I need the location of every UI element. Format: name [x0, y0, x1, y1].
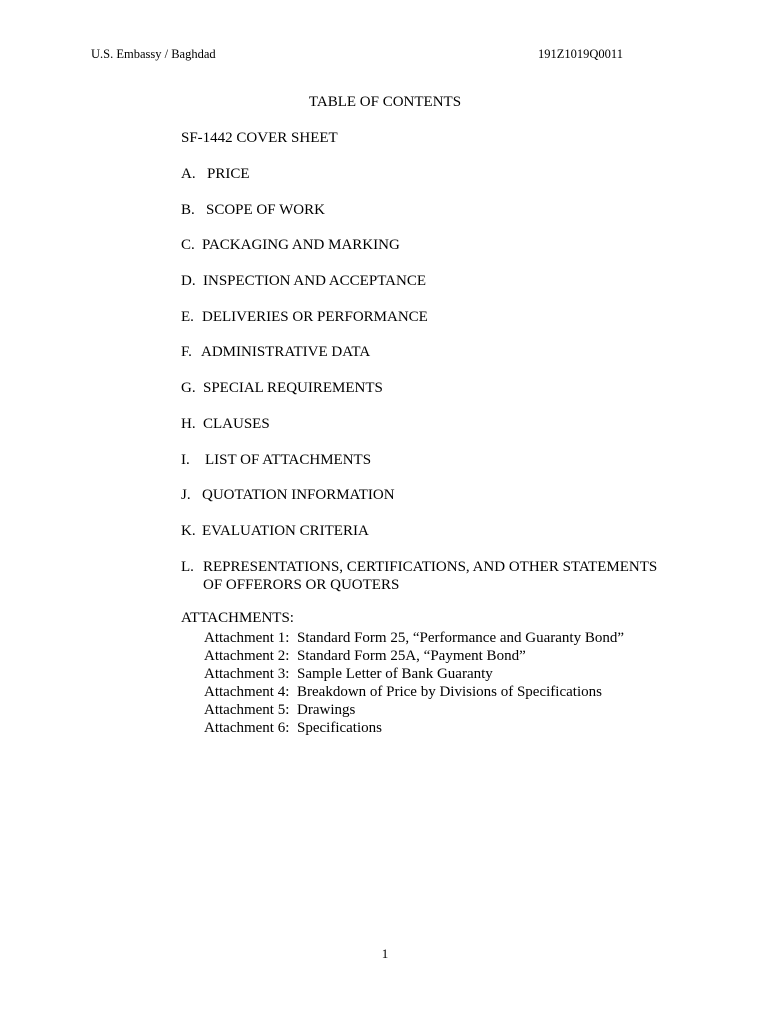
- attachment-label: Attachment 6:: [204, 720, 290, 736]
- toc-item-g: [181, 379, 383, 397]
- toc-letter: L.: [181, 559, 194, 575]
- toc-item-k: [181, 522, 369, 540]
- toc-text: PRICE: [207, 166, 250, 182]
- toc-text: SPECIAL REQUIREMENTS: [203, 380, 383, 396]
- toc-item-h: [181, 415, 270, 433]
- attachment-text: Breakdown of Price by Divisions of Specifications: [297, 684, 602, 700]
- toc-text: CLAUSES: [203, 416, 270, 432]
- toc-text: LIST OF ATTACHMENTS: [205, 452, 372, 468]
- toc-letter: G.: [181, 380, 196, 396]
- toc-text: EVALUATION CRITERIA: [202, 523, 369, 539]
- toc-letter: H.: [181, 416, 196, 432]
- toc-letter: D.: [181, 273, 196, 289]
- toc-item-c: [181, 236, 400, 254]
- toc-text: REPRESENTATIONS, CERTIFICATIONS, AND OTHER STATEMENTS: [203, 559, 658, 575]
- toc-cover-sheet: SF-1442 COVER SHEET: [181, 130, 338, 146]
- attachment-label: Attachment 5:: [204, 702, 290, 718]
- toc-letter: C.: [181, 237, 195, 253]
- toc-letter: A.: [181, 166, 196, 182]
- attachment-text: Specifications: [297, 720, 382, 736]
- toc-letter: I.: [181, 452, 190, 468]
- toc-item-l-continuation: OF OFFERORS OR QUOTERS: [203, 577, 400, 593]
- attachment-text: Standard Form 25A, “Payment Bond”: [297, 648, 526, 664]
- toc-letter: K.: [181, 523, 196, 539]
- toc-item-f: [181, 343, 370, 361]
- header-left: U.S. Embassy / Baghdad: [91, 47, 216, 61]
- page-number: 1: [381, 946, 389, 961]
- toc-text: SCOPE OF WORK: [206, 202, 325, 218]
- attachment-row: [204, 629, 624, 647]
- toc-item-a: [181, 165, 250, 183]
- attachment-row: [204, 719, 382, 737]
- toc-text: ADMINISTRATIVE DATA: [201, 344, 371, 360]
- attachment-text: Sample Letter of Bank Guaranty: [297, 666, 493, 682]
- toc-item-e: [181, 308, 428, 326]
- toc-letter: B.: [181, 202, 195, 218]
- attachment-row: [204, 701, 355, 719]
- attachment-text: Drawings: [297, 702, 356, 718]
- toc-item-b: [181, 201, 325, 219]
- toc-letter: J.: [181, 487, 191, 503]
- attachment-label: Attachment 1:: [204, 630, 290, 646]
- attachment-label: Attachment 3:: [204, 666, 290, 682]
- toc-item-j: [181, 486, 395, 504]
- attachment-row: [204, 647, 526, 665]
- attachment-label: Attachment 2:: [204, 648, 290, 664]
- toc-text: DELIVERIES OR PERFORMANCE: [202, 309, 428, 325]
- attachment-row: [204, 683, 602, 701]
- toc-text: QUOTATION INFORMATION: [202, 487, 395, 503]
- toc-text: INSPECTION AND ACCEPTANCE: [203, 273, 426, 289]
- attachment-label: Attachment 4:: [204, 684, 290, 700]
- attachments-heading: ATTACHMENTS:: [181, 610, 294, 626]
- page-title: TABLE OF CONTENTS: [308, 94, 462, 110]
- attachment-text: Standard Form 25, “Performance and Guaranty Bond”: [297, 630, 624, 646]
- header-right: 191Z1019Q0011: [538, 47, 623, 61]
- toc-letter: E.: [181, 309, 194, 325]
- toc-item-l: [181, 558, 657, 576]
- toc-item-i: [181, 451, 371, 469]
- toc-text: PACKAGING AND MARKING: [202, 237, 400, 253]
- attachment-row: [204, 665, 493, 683]
- toc-item-d: [181, 272, 426, 290]
- toc-letter: F.: [181, 344, 192, 360]
